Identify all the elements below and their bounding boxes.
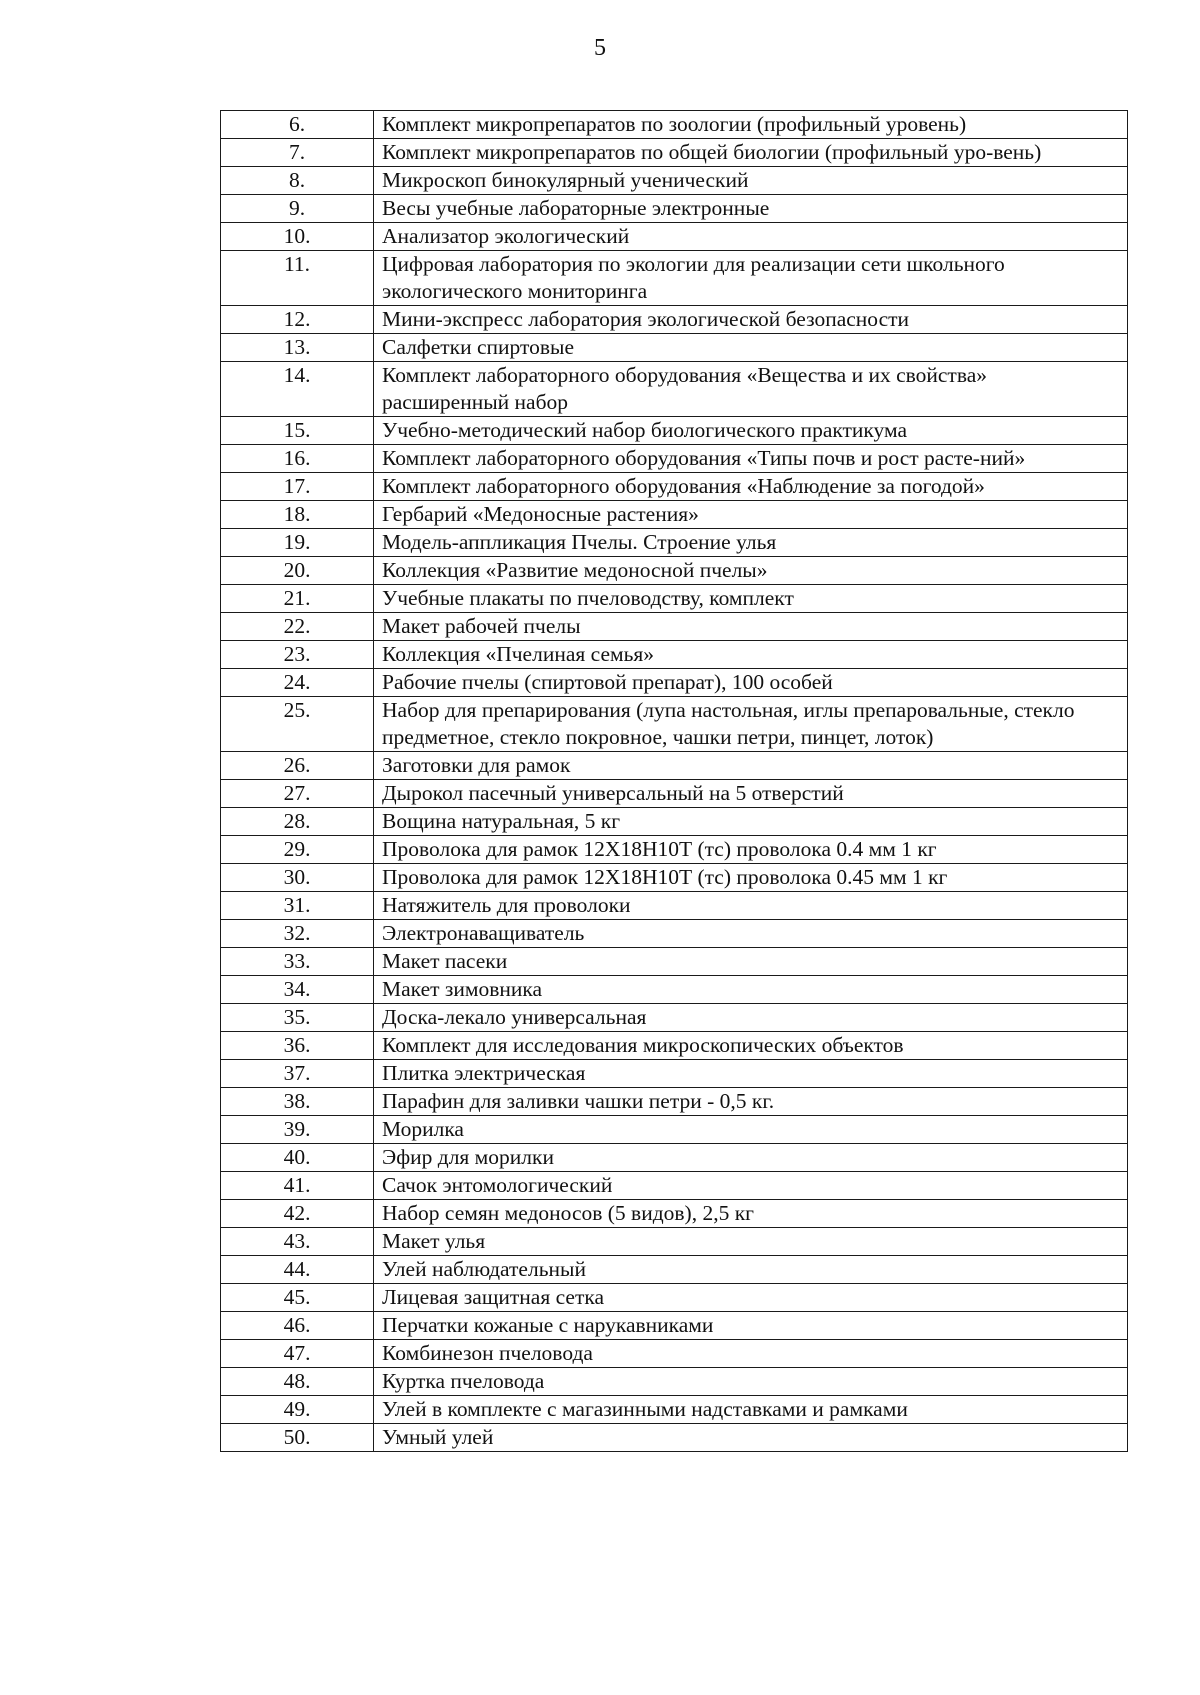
item-number-cell: 39. bbox=[221, 1116, 374, 1144]
page-number: 5 bbox=[594, 35, 606, 61]
item-number-cell: 23. bbox=[221, 641, 374, 669]
table-row bbox=[221, 808, 1128, 836]
table-row bbox=[221, 1312, 1128, 1340]
item-number-cell: 40. bbox=[221, 1144, 374, 1172]
item-name-cell: Комбинезон пчеловода bbox=[374, 1340, 1128, 1368]
item-name-cell: Комплект лабораторного оборудования «Типы почв и рост расте-ний» bbox=[374, 445, 1128, 473]
item-name-cell: Куртка пчеловода bbox=[374, 1368, 1128, 1396]
item-number-cell: 38. bbox=[221, 1088, 374, 1116]
item-number-cell: 45. bbox=[221, 1284, 374, 1312]
item-number-cell: 34. bbox=[221, 976, 374, 1004]
equipment-table bbox=[220, 110, 1128, 1452]
item-name-cell: Макет пасеки bbox=[374, 948, 1128, 976]
item-name-cell: Вощина натуральная, 5 кг bbox=[374, 808, 1128, 836]
item-name-cell: Улей в комплекте с магазинными надставками и рамками bbox=[374, 1396, 1128, 1424]
table-row bbox=[221, 195, 1128, 223]
item-name-cell: Коллекция «Пчелиная семья» bbox=[374, 641, 1128, 669]
item-number-cell: 48. bbox=[221, 1368, 374, 1396]
item-name-cell: Натяжитель для проволоки bbox=[374, 892, 1128, 920]
table-row bbox=[221, 1424, 1128, 1452]
item-number-cell: 19. bbox=[221, 529, 374, 557]
table-row bbox=[221, 417, 1128, 445]
item-number-cell: 29. bbox=[221, 836, 374, 864]
item-number-cell: 42. bbox=[221, 1200, 374, 1228]
item-number-cell: 28. bbox=[221, 808, 374, 836]
item-name-cell: Макет улья bbox=[374, 1228, 1128, 1256]
item-name-cell: Коллекция «Развитие медоносной пчелы» bbox=[374, 557, 1128, 585]
table-row bbox=[221, 1116, 1128, 1144]
item-name-cell: Анализатор экологический bbox=[374, 223, 1128, 251]
table-row bbox=[221, 920, 1128, 948]
item-name-cell: Салфетки спиртовые bbox=[374, 334, 1128, 362]
item-number-cell: 30. bbox=[221, 864, 374, 892]
item-name-cell: Проволока для рамок 12Х18Н10Т (тс) проволока 0.45 мм 1 кг bbox=[374, 864, 1128, 892]
table-row bbox=[221, 251, 1128, 306]
table-row bbox=[221, 948, 1128, 976]
item-number-cell: 47. bbox=[221, 1340, 374, 1368]
item-name-cell: Электронаващиватель bbox=[374, 920, 1128, 948]
item-number-cell: 46. bbox=[221, 1312, 374, 1340]
table-row bbox=[221, 1284, 1128, 1312]
item-number-cell: 32. bbox=[221, 920, 374, 948]
item-number-cell: 13. bbox=[221, 334, 374, 362]
table-row bbox=[221, 1256, 1128, 1284]
item-name-cell: Комплект для исследования микроскопических объектов bbox=[374, 1032, 1128, 1060]
item-name-cell: Комплект лабораторного оборудования «Вещества и их свойства» расширенный набор bbox=[374, 362, 1128, 417]
table-row bbox=[221, 585, 1128, 613]
item-name-cell: Улей наблюдательный bbox=[374, 1256, 1128, 1284]
table-row bbox=[221, 223, 1128, 251]
item-number-cell: 26. bbox=[221, 752, 374, 780]
table-row bbox=[221, 1340, 1128, 1368]
item-number-cell: 41. bbox=[221, 1172, 374, 1200]
table-row bbox=[221, 445, 1128, 473]
item-name-cell: Учебно-методический набор биологического практикума bbox=[374, 417, 1128, 445]
table-row bbox=[221, 1368, 1128, 1396]
item-name-cell: Весы учебные лабораторные электронные bbox=[374, 195, 1128, 223]
table-row bbox=[221, 669, 1128, 697]
item-name-cell: Гербарий «Медоносные растения» bbox=[374, 501, 1128, 529]
table-row bbox=[221, 473, 1128, 501]
item-name-cell: Комплект лабораторного оборудования «Наблюдение за погодой» bbox=[374, 473, 1128, 501]
item-number-cell: 14. bbox=[221, 362, 374, 417]
item-name-cell: Сачок энтомологический bbox=[374, 1172, 1128, 1200]
item-name-cell: Комплект микропрепаратов по зоологии (профильный уровень) bbox=[374, 111, 1128, 139]
item-name-cell: Мини-экспресс лаборатория экологической безопасности bbox=[374, 306, 1128, 334]
item-name-cell: Умный улей bbox=[374, 1424, 1128, 1452]
item-number-cell: 20. bbox=[221, 557, 374, 585]
item-number-cell: 11. bbox=[221, 251, 374, 306]
item-name-cell: Эфир для морилки bbox=[374, 1144, 1128, 1172]
table-row bbox=[221, 501, 1128, 529]
item-number-cell: 31. bbox=[221, 892, 374, 920]
item-number-cell: 44. bbox=[221, 1256, 374, 1284]
table-row bbox=[221, 139, 1128, 167]
table-row bbox=[221, 1060, 1128, 1088]
table-row bbox=[221, 557, 1128, 585]
item-number-cell: 6. bbox=[221, 111, 374, 139]
table-row bbox=[221, 1200, 1128, 1228]
table-row bbox=[221, 864, 1128, 892]
item-name-cell: Проволока для рамок 12Х18Н10Т (тс) проволока 0.4 мм 1 кг bbox=[374, 836, 1128, 864]
item-number-cell: 25. bbox=[221, 697, 374, 752]
table-row bbox=[221, 306, 1128, 334]
table-row bbox=[221, 780, 1128, 808]
item-name-cell: Макет рабочей пчелы bbox=[374, 613, 1128, 641]
item-name-cell: Макет зимовника bbox=[374, 976, 1128, 1004]
table-row bbox=[221, 1144, 1128, 1172]
table-row bbox=[221, 529, 1128, 557]
item-number-cell: 22. bbox=[221, 613, 374, 641]
item-name-cell: Доска-лекало универсальная bbox=[374, 1004, 1128, 1032]
item-name-cell: Цифровая лаборатория по экологии для реализации сети школьного экологического мониторинга bbox=[374, 251, 1128, 306]
item-number-cell: 43. bbox=[221, 1228, 374, 1256]
item-number-cell: 17. bbox=[221, 473, 374, 501]
item-number-cell: 10. bbox=[221, 223, 374, 251]
table-row bbox=[221, 836, 1128, 864]
item-number-cell: 36. bbox=[221, 1032, 374, 1060]
table-row bbox=[221, 1088, 1128, 1116]
item-name-cell: Перчатки кожаные с нарукавниками bbox=[374, 1312, 1128, 1340]
item-number-cell: 18. bbox=[221, 501, 374, 529]
item-number-cell: 9. bbox=[221, 195, 374, 223]
table-row bbox=[221, 613, 1128, 641]
table-row bbox=[221, 334, 1128, 362]
item-name-cell: Лицевая защитная сетка bbox=[374, 1284, 1128, 1312]
table-row bbox=[221, 1172, 1128, 1200]
table-row bbox=[221, 892, 1128, 920]
item-name-cell: Комплект микропрепаратов по общей биологии (профильный уро-вень) bbox=[374, 139, 1128, 167]
item-name-cell: Заготовки для рамок bbox=[374, 752, 1128, 780]
item-number-cell: 7. bbox=[221, 139, 374, 167]
item-number-cell: 49. bbox=[221, 1396, 374, 1424]
table-row bbox=[221, 976, 1128, 1004]
item-number-cell: 15. bbox=[221, 417, 374, 445]
item-name-cell: Модель-аппликация Пчелы. Строение улья bbox=[374, 529, 1128, 557]
item-name-cell: Микроскоп бинокулярный ученический bbox=[374, 167, 1128, 195]
table-row bbox=[221, 111, 1128, 139]
item-name-cell: Дырокол пасечный универсальный на 5 отверстий bbox=[374, 780, 1128, 808]
equipment-table-body bbox=[221, 111, 1128, 1452]
item-number-cell: 50. bbox=[221, 1424, 374, 1452]
item-number-cell: 12. bbox=[221, 306, 374, 334]
item-number-cell: 8. bbox=[221, 167, 374, 195]
table-row bbox=[221, 697, 1128, 752]
item-number-cell: 33. bbox=[221, 948, 374, 976]
item-name-cell: Рабочие пчелы (спиртовой препарат), 100 особей bbox=[374, 669, 1128, 697]
table-row bbox=[221, 167, 1128, 195]
item-name-cell: Набор семян медоносов (5 видов), 2,5 кг bbox=[374, 1200, 1128, 1228]
item-name-cell: Набор для препарирования (лупа настольная, иглы препаровальные, стекло предметное, стекло покровное, чашки петри, пинцет, лоток) bbox=[374, 697, 1128, 752]
item-number-cell: 24. bbox=[221, 669, 374, 697]
item-number-cell: 27. bbox=[221, 780, 374, 808]
item-number-cell: 35. bbox=[221, 1004, 374, 1032]
table-row bbox=[221, 1004, 1128, 1032]
table-row bbox=[221, 752, 1128, 780]
item-name-cell: Морилка bbox=[374, 1116, 1128, 1144]
table-row bbox=[221, 641, 1128, 669]
item-number-cell: 37. bbox=[221, 1060, 374, 1088]
item-name-cell: Плитка электрическая bbox=[374, 1060, 1128, 1088]
item-name-cell: Учебные плакаты по пчеловодству, комплект bbox=[374, 585, 1128, 613]
item-number-cell: 16. bbox=[221, 445, 374, 473]
item-number-cell: 21. bbox=[221, 585, 374, 613]
table-row bbox=[221, 362, 1128, 417]
item-name-cell: Парафин для заливки чашки петри - 0,5 кг. bbox=[374, 1088, 1128, 1116]
table-row bbox=[221, 1228, 1128, 1256]
table-row bbox=[221, 1032, 1128, 1060]
table-row bbox=[221, 1396, 1128, 1424]
